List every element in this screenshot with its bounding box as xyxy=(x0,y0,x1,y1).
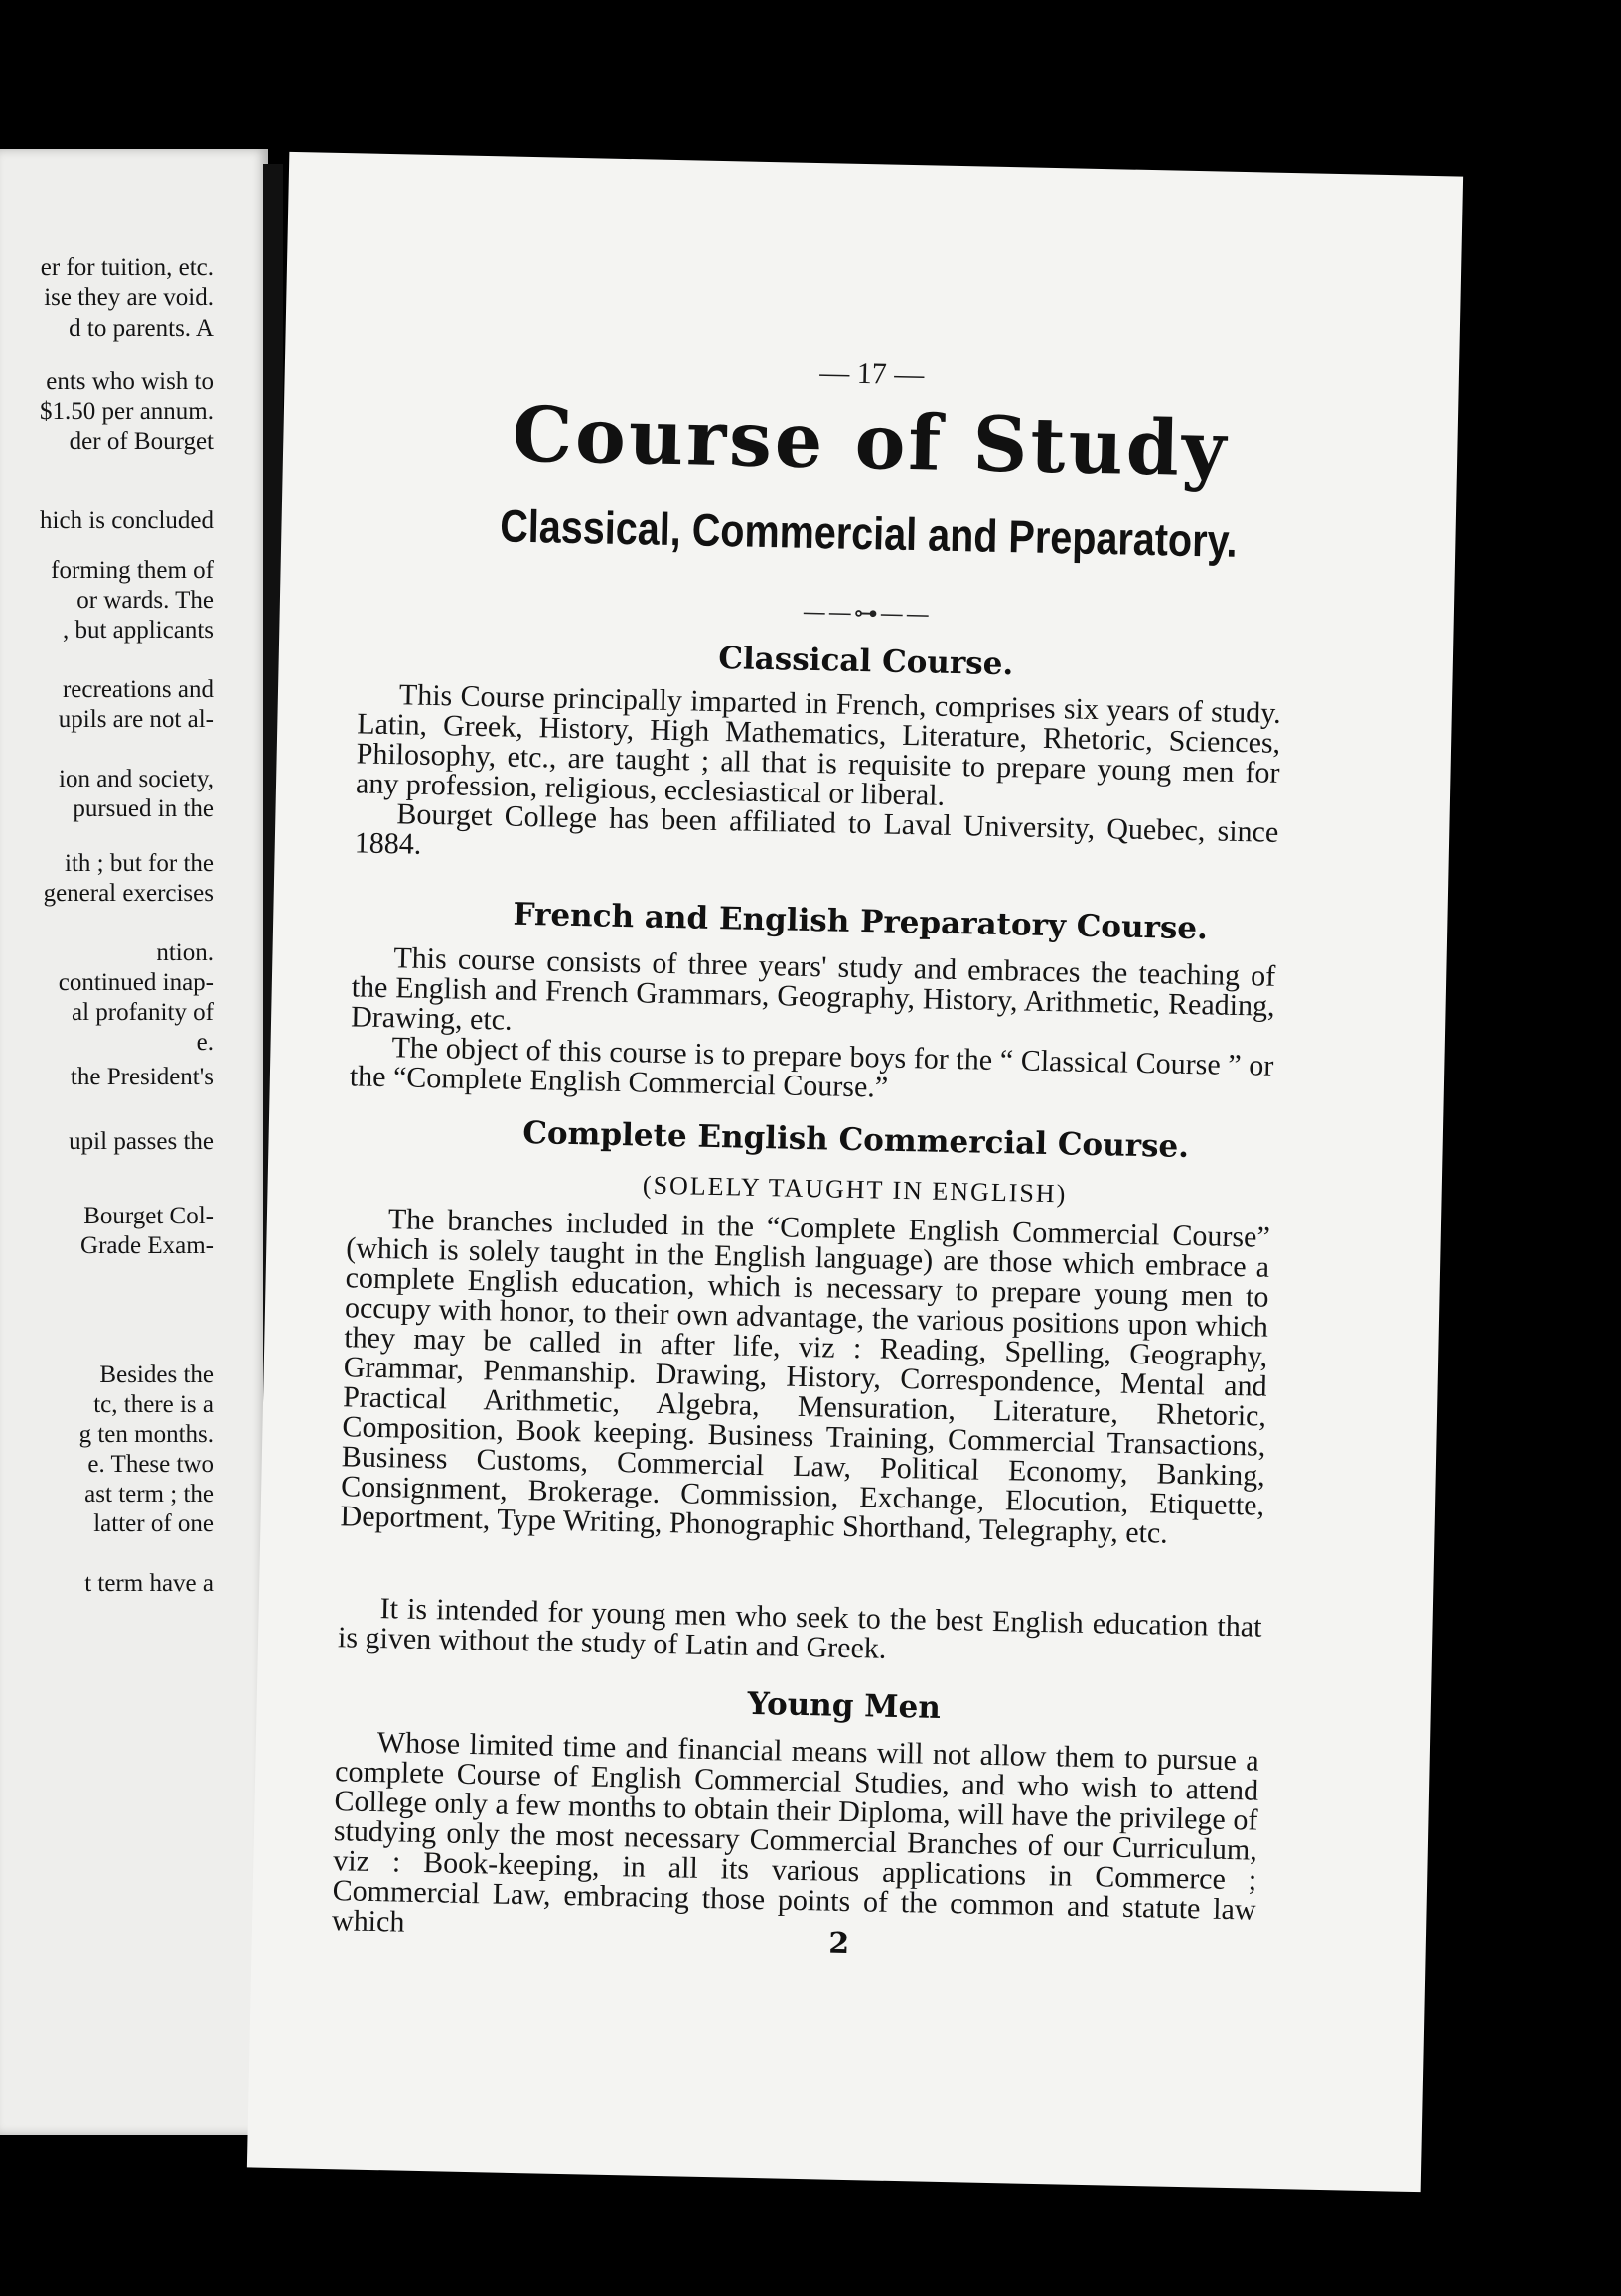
left-page-line: , but applicants xyxy=(62,617,214,644)
left-page-line: e. xyxy=(196,1029,214,1056)
preparatory-course-paragraph-2: The object of this course is to prepare boys for the “ Classical Course ” or the “Complete English Commercial Course.” xyxy=(349,1031,1274,1104)
left-page-line: g ten months. xyxy=(78,1421,214,1448)
left-page-line: e. These two xyxy=(87,1451,214,1478)
left-page-line: Bourget Col- xyxy=(83,1203,214,1229)
left-page-line: Besides the xyxy=(99,1362,214,1388)
page-subtitle: Classical, Commercial and Preparatory. xyxy=(499,500,1239,567)
left-page-line: upil passes the xyxy=(69,1128,214,1155)
left-page-line: ents who wish to xyxy=(46,368,214,395)
left-page-line: tc, there is a xyxy=(93,1391,214,1418)
left-page-line: or wards. The xyxy=(76,587,214,614)
left-page-line: t term have a xyxy=(84,1570,214,1597)
ornament-divider: ——⊶—— xyxy=(802,597,933,629)
commercial-course-paragraph-1: The branches included in the “Complete English Commercial Course” (which is solely taught in the English language) are those which embrace a complete English education, which is necessary to prepare young men to occupy with honor, to their own advantage, the various positions upon which they may be called in after life, viz : Reading, Spelling, Geography, Grammar, Penmanship. Drawing, History, Correspondence, Mental and Practical Arithmetic, Algebra, Mensuration, Literature, Rhetoric, Composition, Book keeping. Business Training, Commercial Transactions, Business Customs, Commercial Law, Political Economy, Banking, Consignment, Brokerage. Commission, Exchange, Elocution, Etiquette, Deportment, Type Writing, Phonographic Shorthand, Telegraphy, etc. xyxy=(340,1203,1271,1550)
left-page-line: ith ; but for the xyxy=(65,850,214,877)
left-page-line: pursued in the xyxy=(73,795,214,822)
left-page-line: ast term ; the xyxy=(84,1481,214,1507)
left-page-line: upils are not al- xyxy=(58,706,214,733)
left-page-line: hich is concluded xyxy=(40,507,214,534)
left-page-line: latter of one xyxy=(93,1510,214,1537)
left-page-line: der of Bourget xyxy=(69,428,214,455)
left-page-line: the President's xyxy=(70,1064,214,1090)
classical-course-heading: Classical Course. xyxy=(717,641,1014,683)
left-page-line: ion and society, xyxy=(59,766,214,792)
left-page-line: al profanity of xyxy=(71,999,214,1026)
right-page xyxy=(247,152,1463,2192)
young-men-paragraph: Whose limited time and financial means will not allow them to pursue a complete Course of English Commercial Studies, and who wish to attend College only a few months to obtain their Diploma, will have the privilege of studying only the most necessary Commercial Branches of our Curriculum, viz : Book-keeping, in all its various applications in Commerce ; Commercial Law, embracing those points of the common and statute law which xyxy=(331,1726,1260,1938)
left-page-line: d to parents. A xyxy=(69,315,214,342)
commercial-course-note: (SOLELY TAUGHT IN ENGLISH) xyxy=(642,1170,1068,1209)
left-page-line: forming them of xyxy=(51,557,214,584)
left-page-line: general exercises xyxy=(43,880,214,907)
left-page-line: continued inap- xyxy=(58,969,214,996)
left-page-line: $1.50 per annum. xyxy=(40,398,214,425)
signature-mark: 2 xyxy=(827,1926,850,1962)
classical-course-paragraph-1: This Course principally imparted in French, comprises six years of study. Latin, Greek, History, High Mathematics, Literature, Rhetoric, Sciences, Philosophy, etc., are taught ; all that is requisite to prepare young men for any profession, religious, ecclesiastical or liberal. xyxy=(355,678,1282,812)
left-page-line: recreations and xyxy=(62,676,214,703)
young-men-heading: Young Men xyxy=(747,1685,942,1726)
classical-course-paragraph-2: Bourget College has been affiliated to Laval University, Quebec, since 1884. xyxy=(354,797,1279,861)
page-title: Course of Study xyxy=(511,389,1230,494)
left-page-line: ise they are void. xyxy=(44,284,214,311)
left-page-line: Grade Exam- xyxy=(80,1232,214,1259)
commercial-course-heading: Complete English Commercial Course. xyxy=(521,1114,1190,1166)
page-number: — 17 — xyxy=(818,357,925,392)
left-page-line: ntion. xyxy=(156,939,214,966)
commercial-course-paragraph-2: It is intended for young men who seek to the best English education that is given without the study of Latin and Greek. xyxy=(337,1592,1262,1665)
preparatory-course-heading: French and English Preparatory Course. xyxy=(513,896,1209,947)
left-page-line: er for tuition, etc. xyxy=(40,254,214,281)
left-page xyxy=(0,149,268,2135)
preparatory-course-paragraph-1: This course consists of three years' study and embraces the teaching of the English and French Grammars, Geography, History, Arithmetic, Reading, Drawing, etc. xyxy=(350,941,1276,1037)
